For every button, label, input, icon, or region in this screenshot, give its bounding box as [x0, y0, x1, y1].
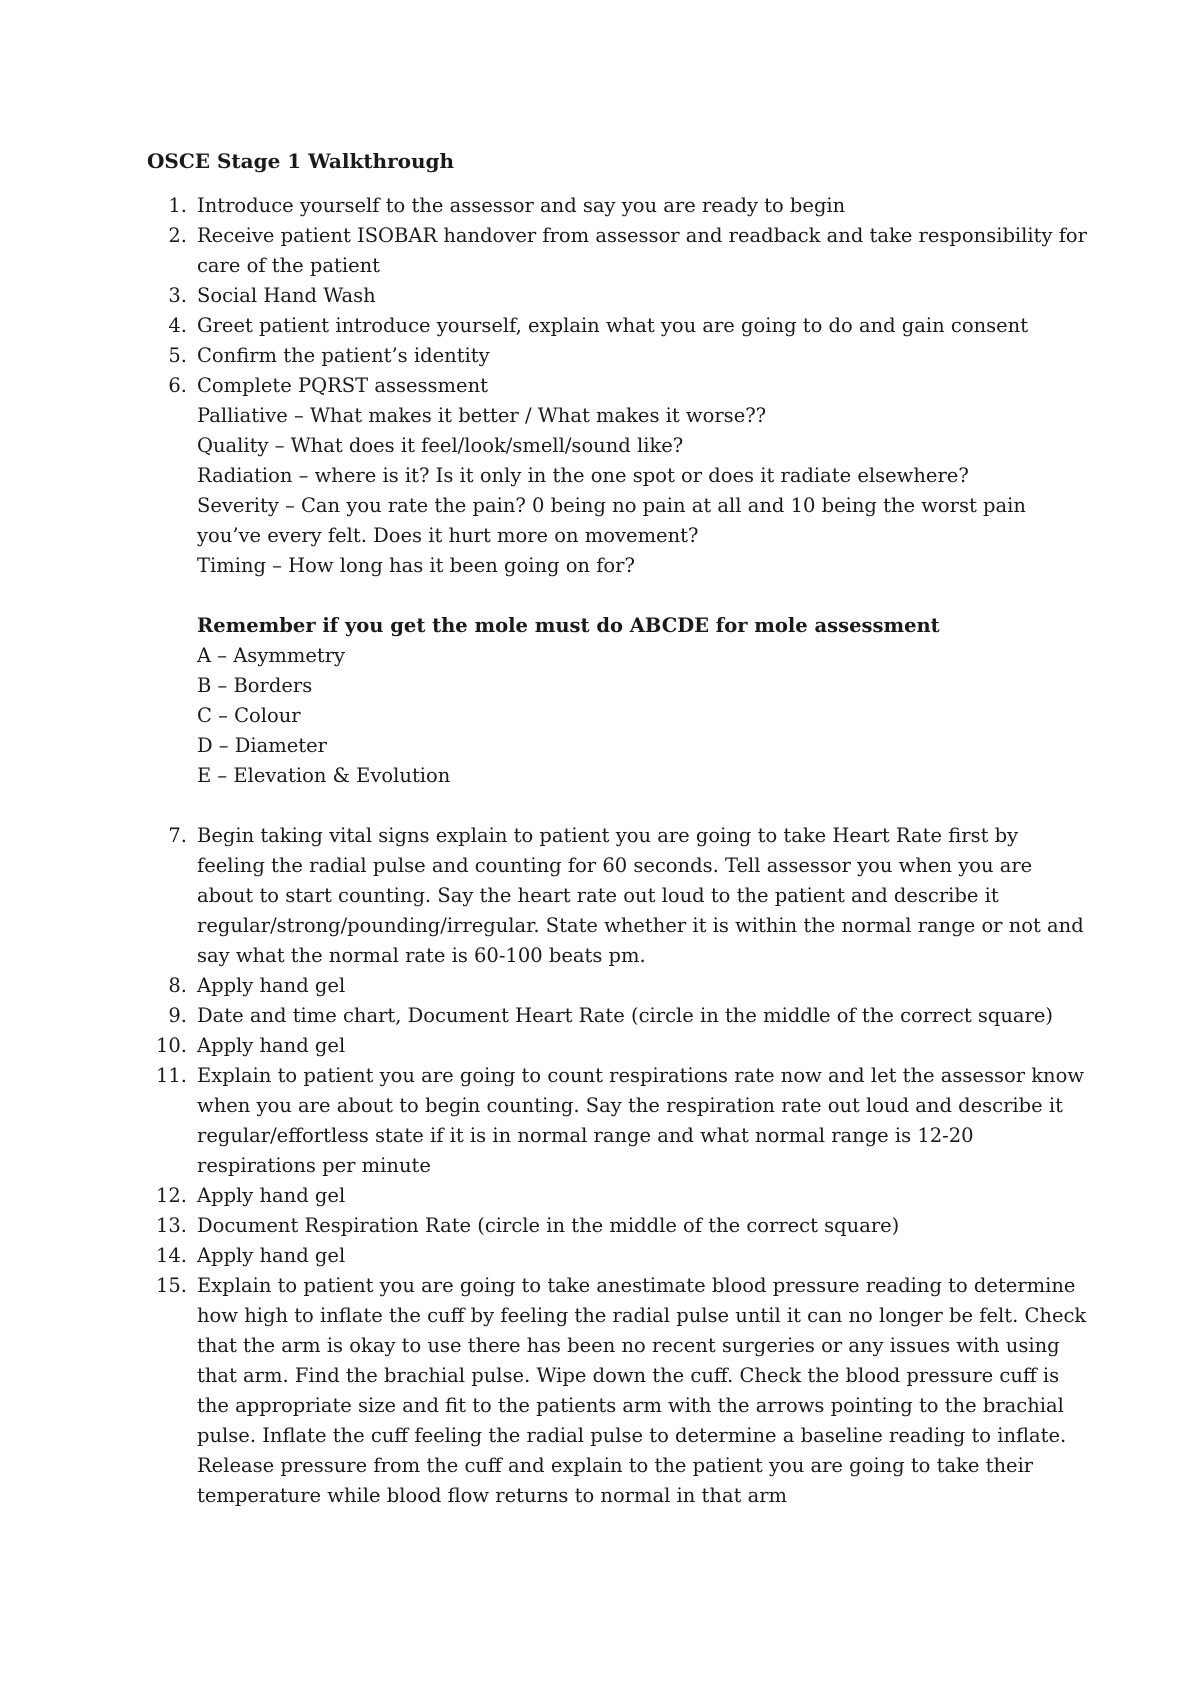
step-text: Document Respiration Rate (circle in the middle of the correct square) — [197, 1214, 900, 1237]
step-number: 5. — [168, 344, 187, 367]
abcde-borders: B – Borders — [197, 674, 313, 697]
step-text: Date and time chart, Document Heart Rate (circle in the middle of the correct square) — [197, 1004, 1054, 1027]
step-text: Apply hand gel — [197, 1034, 346, 1057]
list-item — [147, 311, 1087, 341]
abcde-diameter: D – Diameter — [197, 734, 328, 757]
spacer — [197, 581, 1087, 611]
step-text: Begin taking vital signs explain to patient you are going to take Heart Rate first by feeling the radial pulse and counting for 60 seconds. Tell assessor you when you are about to start counting. Say the heart rate out loud to the patient and describe it regular/strong/pounding/irregular. State whether it is within the normal range or not and say what the normal rate is 60-100 beats pm. — [197, 824, 1084, 967]
list-item — [147, 1241, 1087, 1271]
abcde-colour: C – Colour — [197, 704, 301, 727]
pqrst-palliative: Palliative – What makes it better / What makes it worse?? — [197, 404, 767, 427]
step-text: Greet patient introduce yourself, explain what you are going to do and gain consent — [197, 314, 1029, 337]
step-number: 7. — [168, 824, 187, 847]
step-text: Receive patient ISOBAR handover from assessor and readback and take responsibility for care of the patient — [197, 224, 1087, 277]
pqrst-radiation: Radiation – where is it? Is it only in the one spot or does it radiate elsewhere? — [197, 464, 969, 487]
list-item — [147, 1001, 1087, 1031]
step-number: 13. — [155, 1214, 187, 1237]
list-item — [147, 821, 1087, 971]
step-text: Apply hand gel — [197, 1184, 346, 1207]
step-text: Confirm the patient’s identity — [197, 344, 490, 367]
step-number: 8. — [168, 974, 187, 997]
list-item — [147, 1271, 1087, 1511]
step-text: Social Hand Wash — [197, 284, 376, 307]
step-number: 9. — [168, 1004, 187, 1027]
step-text: Introduce yourself to the assessor and say you are ready to begin — [197, 194, 846, 217]
steps-list — [147, 191, 1087, 1511]
abcde-elevation: E – Elevation & Evolution — [197, 764, 451, 787]
step-number: 12. — [155, 1184, 187, 1207]
step-number: 4. — [168, 314, 187, 337]
step-number: 3. — [168, 284, 187, 307]
mole-heading: Remember if you get the mole must do ABCDE for mole assessment — [197, 614, 940, 637]
step-number: 6. — [168, 374, 187, 397]
list-item — [147, 221, 1087, 281]
step-text: Explain to patient you are going to take anestimate blood pressure reading to determine how high to inflate the cuff by feeling the radial pulse until it can no longer be felt. Check that the arm is okay to use there has been no recent surgeries or any issues with using that arm. Find the brachial pulse. Wipe down the cuff. Check the blood pressure cuff is the appropriate size and fit to the patients arm with the arrows pointing to the brachial pulse. Inflate the cuff feeling the radial pulse to determine a baseline reading to inflate. Release pressure from the cuff and explain to the patient you are going to take their temperature while blood flow returns to normal in that arm — [197, 1274, 1087, 1507]
step-text: Apply hand gel — [197, 1244, 346, 1267]
step-number: 1. — [168, 194, 187, 217]
pqrst-severity: Severity – Can you rate the pain? 0 being no pain at all and 10 being the worst pain you’ve every felt. Does it hurt more on movement? — [197, 494, 1026, 547]
step-number: 2. — [168, 224, 187, 247]
list-item-pqrst — [147, 371, 1087, 821]
list-item — [147, 1181, 1087, 1211]
document-title: OSCE Stage 1 Walkthrough — [147, 149, 455, 173]
pqrst-quality: Quality – What does it feel/look/smell/sound like? — [197, 434, 684, 457]
spacer — [197, 791, 1087, 821]
step-number: 14. — [155, 1244, 187, 1267]
step-number: 15. — [155, 1274, 187, 1297]
list-item — [147, 1211, 1087, 1241]
step-text: Apply hand gel — [197, 974, 346, 997]
list-item — [147, 1031, 1087, 1061]
list-item — [147, 341, 1087, 371]
list-item — [147, 971, 1087, 1001]
step-text: Explain to patient you are going to count respirations rate now and let the assessor know when you are about to begin counting. Say the respiration rate out loud and describe it regular/effortless state if it is in normal range and what normal range is 12-20 respirations per minute — [197, 1064, 1085, 1177]
step-number: 10. — [155, 1034, 187, 1057]
list-item — [147, 191, 1087, 221]
abcde-asymmetry: A – Asymmetry — [197, 644, 346, 667]
list-item — [147, 1061, 1087, 1181]
list-item — [147, 281, 1087, 311]
step-number: 11. — [155, 1064, 187, 1087]
pqrst-timing: Timing – How long has it been going on for? — [197, 554, 635, 577]
step-text: Complete PQRST assessment — [197, 374, 488, 397]
